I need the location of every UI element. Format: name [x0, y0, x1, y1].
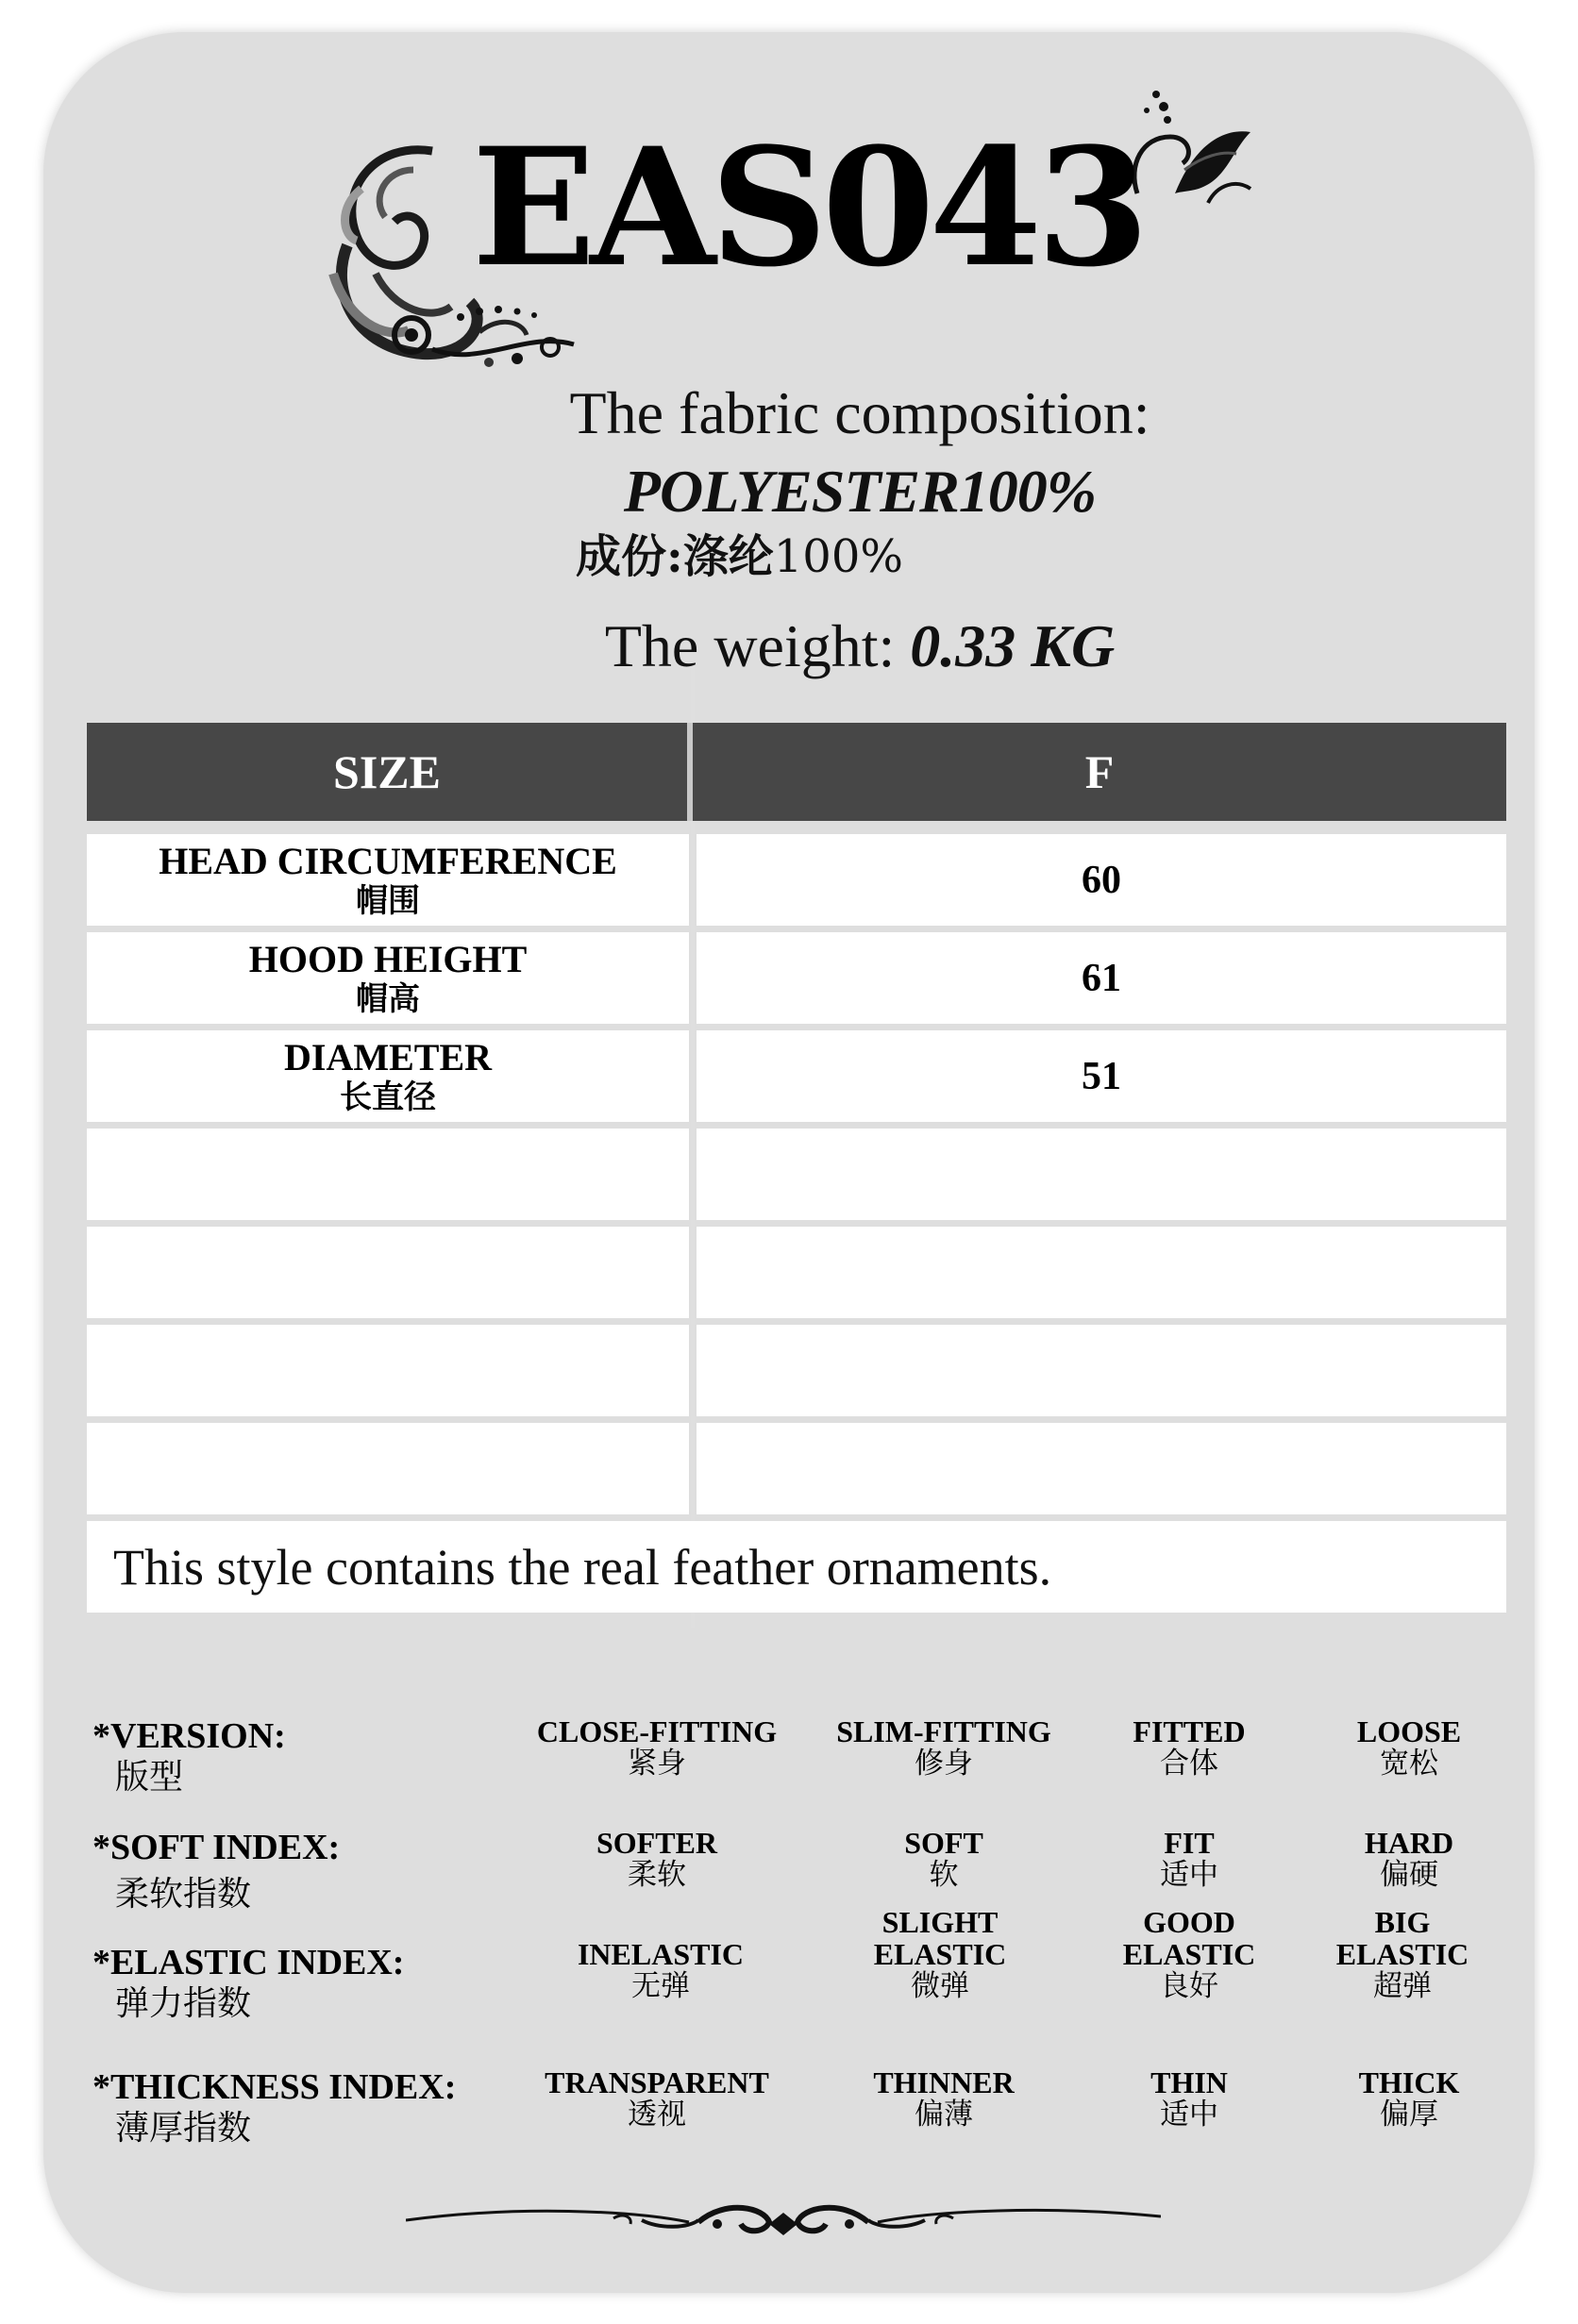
option-en: CLOSE-FITTING: [536, 1714, 778, 1748]
measurement-value-cell: [697, 834, 1506, 926]
empty-cell: [697, 1129, 1506, 1220]
empty-cell: [87, 1423, 689, 1514]
option-cn: 适中: [1160, 2098, 1218, 2132]
measurement-name-cn: 长直径: [340, 1078, 436, 1116]
scroll-divider-ornament-icon: [406, 2194, 1161, 2241]
fabric-cn-value: 100%: [773, 530, 903, 583]
option-cn: 适中: [1160, 1858, 1218, 1892]
empty-cell: [87, 1129, 689, 1220]
option-en: FIT: [1164, 1826, 1215, 1860]
option-cn: 透视: [628, 2098, 686, 2132]
attribute-option: [1267, 1827, 1551, 1891]
measurement-name-en: DIAMETER: [283, 1035, 493, 1078]
attribute-label-en: *ELASTIC INDEX:: [92, 1943, 405, 1982]
attribute-option: [1267, 2066, 1551, 2131]
attribute-option: [802, 1827, 1085, 1891]
attribute-label-cn: 版型: [115, 1758, 184, 1797]
table-row: [87, 1030, 1506, 1122]
attribute-option: [802, 2066, 1085, 2131]
option-en: INELASTIC: [577, 1937, 745, 1971]
attribute-option: [519, 1938, 802, 2002]
attribute-option: [1261, 1906, 1544, 2002]
attribute-option: [802, 1715, 1085, 1780]
option-en: TRANSPARENT: [545, 2065, 769, 2099]
option-cn: 偏厚: [1380, 2098, 1438, 2132]
empty-cell: [697, 1227, 1506, 1318]
option-cn: 软: [929, 1858, 959, 1892]
measurement-name-en: HEAD CIRCUMFERENCE: [159, 839, 617, 882]
empty-cell: [87, 1325, 689, 1416]
attribute-label-en: *VERSION:: [92, 1716, 286, 1756]
table-header-row: [87, 723, 1506, 821]
attribute-label: [92, 1942, 508, 2025]
product-code-title: EAS043: [472, 111, 1144, 303]
option-en: THICK: [1358, 2065, 1460, 2099]
table-row: [87, 834, 1506, 926]
attribute-option: [515, 1827, 798, 1891]
weight-label: The weight:: [604, 612, 911, 679]
fabric-composition-chinese: [576, 528, 903, 585]
weight-value: 0.33 KG: [910, 612, 1116, 679]
size-table: [87, 723, 1506, 1613]
measurement-name-cell: [87, 834, 689, 926]
feather-note-row: [87, 1521, 1506, 1613]
attribute-label: [92, 1827, 508, 1915]
option-en: SLIM-FITTING: [836, 1714, 1051, 1748]
empty-cell: [697, 1325, 1506, 1416]
option-cn: 良好: [1160, 1969, 1218, 2003]
option-cn: 宽松: [1380, 1747, 1438, 1781]
measurement-name-cn: 帽高: [356, 979, 420, 1018]
option-en: THINNER: [873, 2065, 1015, 2099]
attribute-option: [515, 1715, 798, 1780]
measurement-name-en: HOOD HEIGHT: [248, 937, 528, 980]
fabric-composition-value: POLYESTER100%: [623, 458, 1097, 525]
f-header-cell: F: [1084, 745, 1115, 798]
option-cn: 无弹: [631, 1969, 690, 2003]
empty-table-row: [87, 1325, 1506, 1416]
measurement-name-cn: 帽围: [356, 881, 420, 920]
attribute-option: [515, 2066, 798, 2131]
attribute-label: [92, 1715, 508, 1798]
option-cn: 偏薄: [915, 2098, 973, 2132]
attribute-option: [1267, 1715, 1551, 1780]
weight-line: [0, 609, 1578, 684]
attribute-label-cn: 薄厚指数: [115, 2109, 252, 2148]
option-en: SLIGHT ELASTIC: [873, 1905, 1007, 1971]
fabric-cn-label: 成份:涤纶: [576, 530, 774, 583]
fabric-composition-label: The fabric composition:: [569, 379, 1150, 446]
measurement-value-cell: [697, 932, 1506, 1024]
option-cn: 偏硬: [1380, 1858, 1438, 1892]
attribute-label-en: *SOFT INDEX:: [92, 1828, 341, 1867]
empty-table-row: [87, 1227, 1506, 1318]
empty-cell: [87, 1227, 689, 1318]
option-en: HARD: [1364, 1826, 1454, 1860]
measurement-name-cell: [87, 1030, 689, 1122]
measurement-name-cell: [87, 932, 689, 1024]
measurement-value: 51: [1082, 1054, 1121, 1098]
option-cn: 紧身: [628, 1747, 686, 1781]
option-en: BIG ELASTIC: [1335, 1905, 1469, 1971]
option-cn: 超弹: [1373, 1969, 1432, 2003]
measurement-value: 61: [1082, 956, 1121, 1000]
attribute-label: [92, 2066, 508, 2149]
option-en: FITTED: [1133, 1714, 1246, 1748]
option-cn: 修身: [915, 1747, 973, 1781]
option-cn: 微弹: [911, 1969, 969, 2003]
option-en: THIN: [1150, 2065, 1228, 2099]
attribute-label-en: *THICKNESS INDEX:: [92, 2067, 457, 2107]
attribute-label-cn: 柔软指数: [115, 1875, 252, 1914]
measurement-value: 60: [1082, 858, 1121, 902]
empty-table-row: [87, 1129, 1506, 1220]
empty-cell: [697, 1423, 1506, 1514]
feather-note-text: This style contains the real feather ornaments.: [113, 1538, 1052, 1596]
attribute-label-cn: 弹力指数: [115, 1984, 252, 2023]
option-en: GOOD ELASTIC: [1122, 1905, 1256, 1971]
attribute-option: [798, 1906, 1082, 2002]
table-row: [87, 932, 1506, 1024]
option-cn: 柔软: [628, 1858, 686, 1892]
size-header-cell: SIZE: [87, 723, 693, 821]
empty-table-row: [87, 1423, 1506, 1514]
option-cn: 合体: [1160, 1747, 1218, 1781]
option-en: LOOSE: [1356, 1714, 1462, 1748]
option-en: SOFTER: [596, 1826, 718, 1860]
option-en: SOFT: [904, 1826, 983, 1860]
measurement-value-cell: [697, 1030, 1506, 1122]
